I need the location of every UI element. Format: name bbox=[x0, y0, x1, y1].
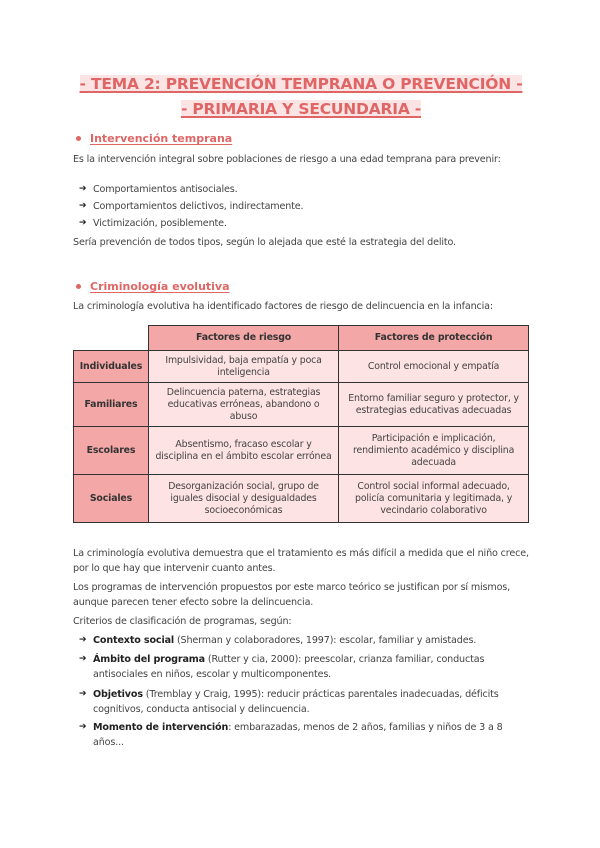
risk-cell: Desorganización social, grupo de iguales disocial y desigualdades socioeconómicas bbox=[148, 475, 338, 523]
row-header: Familiares bbox=[74, 383, 149, 427]
column-header-risk: Factores de riesgo bbox=[148, 326, 338, 351]
arrow-icon: ➔ bbox=[79, 201, 87, 211]
arrow-icon: ➔ bbox=[79, 722, 87, 732]
list-item: ➔ Victimización, posiblemente. bbox=[79, 218, 227, 229]
factors-table bbox=[73, 325, 529, 523]
bullet-icon bbox=[76, 136, 81, 141]
row-header: Escolares bbox=[74, 427, 149, 475]
criteria-item: ➔ Contexto social (Sherman y colaboradores, 1997): escolar, familiar y amistades. bbox=[79, 635, 477, 646]
section-heading-intervencion: Intervención temprana bbox=[73, 132, 232, 145]
arrow-icon: ➔ bbox=[79, 689, 87, 699]
bullet-icon bbox=[76, 284, 81, 289]
table-row bbox=[74, 475, 529, 523]
criteria-item: ➔ Momento de intervención: embarazadas, menos de 2 años, familias y niños de 3 a 8 años... bbox=[79, 722, 503, 748]
protection-cell: Control social informal adecuado, policía comunitaria y legitimada, y vecindario colaborativo bbox=[339, 475, 529, 523]
criminologia-intro: La criminología evolutiva ha identificado factores de riesgo de delincuencia en la infancia: bbox=[73, 301, 493, 312]
risk-cell: Delincuencia paterna, estrategias educativas erróneas, abandono o abuso bbox=[148, 383, 338, 427]
arrow-icon: ➔ bbox=[79, 184, 87, 194]
protection-cell: Entorno familiar seguro y protector, y estrategias educativas adecuadas bbox=[339, 383, 529, 427]
table-row bbox=[74, 427, 529, 475]
row-header: Sociales bbox=[74, 475, 149, 523]
intro-paragraph: Es la intervención integral sobre poblaciones de riesgo a una edad temprana para prevenir: bbox=[73, 154, 501, 165]
arrow-icon: ➔ bbox=[79, 218, 87, 228]
paragraph-programas: Los programas de intervención propuestos por este marco teórico se justifican por sí mismos, aunque parecen tener efecto sobre la delincuencia. bbox=[73, 582, 511, 608]
risk-cell: Absentismo, fracaso escolar y disciplina en el ámbito escolar errónea bbox=[148, 427, 338, 475]
risk-cell: Impulsividad, baja empatía y poca inteligencia bbox=[148, 351, 338, 383]
criteria-item: ➔ Objetivos (Tremblay y Craig, 1995): reducir prácticas parentales inadecuadas, déficits cognitivos, conducta antisocial y delincuencia. bbox=[79, 689, 499, 715]
arrow-icon: ➔ bbox=[79, 635, 87, 645]
section-heading-criminologia: Criminología evolutiva bbox=[73, 280, 230, 293]
table-corner bbox=[74, 326, 149, 351]
list-item: ➔ Comportamientos delictivos, indirectamente. bbox=[79, 201, 304, 212]
table-header-row bbox=[74, 326, 529, 351]
row-header: Individuales bbox=[74, 351, 149, 383]
table-row bbox=[74, 351, 529, 383]
protection-cell: Participación e implicación, rendimiento académico y disciplina adecuada bbox=[339, 427, 529, 475]
column-header-protection: Factores de protección bbox=[339, 326, 529, 351]
table-row bbox=[74, 383, 529, 427]
paragraph-tratamiento: La criminología evolutiva demuestra que el tratamiento es más difícil a medida que el niño crece, por lo que hay que intervenir cuanto antes. bbox=[73, 548, 529, 574]
closing-paragraph: Sería prevención de todos tipos, según lo alejada que esté la estrategia del delito. bbox=[73, 237, 456, 248]
title-line-2: - PRIMARIA Y SECUNDARIA - bbox=[180, 100, 422, 118]
page-title bbox=[73, 72, 529, 122]
protection-cell: Control emocional y empatía bbox=[339, 351, 529, 383]
title-line-1: - TEMA 2: PREVENCIÓN TEMPRANA O PREVENCIÓN - bbox=[79, 75, 523, 93]
criteria-item: ➔ Ámbito del programa (Rutter y cia, 2000): preescolar, crianza familiar, conductas antisociales en niños, escolar y multicomponentes. bbox=[79, 654, 485, 680]
list-item: ➔ Comportamientos antisociales. bbox=[79, 184, 238, 195]
criteria-intro: Criterios de clasificación de programas, según: bbox=[73, 616, 292, 627]
arrow-icon: ➔ bbox=[79, 654, 87, 664]
